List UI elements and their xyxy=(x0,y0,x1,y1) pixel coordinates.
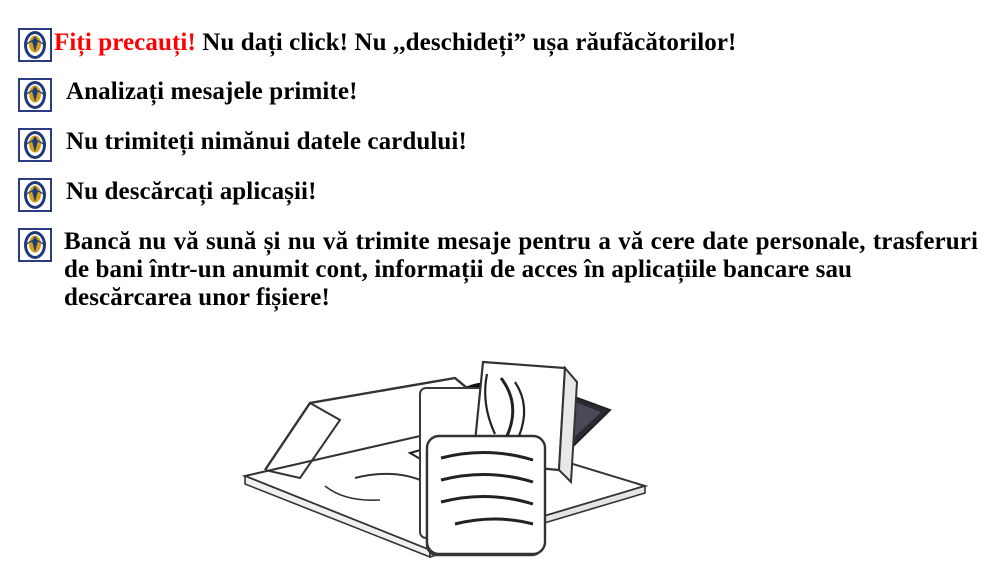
list-item-body: Bancă nu vă sună și nu vă trimite mesaje pentru a vă cere date personale, trasferuri de bani într-un anumit cont, informații de acces în aplicațiile bancare sau xyxy=(64,228,978,283)
list-item-text xyxy=(54,26,736,57)
list-item xyxy=(18,76,978,110)
coat-of-arms-icon xyxy=(18,78,52,112)
coat-of-arms-icon xyxy=(18,178,52,212)
warning-emphasis: Fiți precauți! xyxy=(54,29,196,56)
list-item-body: Nu dați click! Nu ,,deschideți” ușa răufăcătorilor! xyxy=(195,29,737,56)
coat-of-arms-icon xyxy=(18,28,52,62)
list-item xyxy=(18,226,978,312)
bullet-list xyxy=(18,26,978,328)
list-item xyxy=(18,126,978,160)
list-item-body-lastline: descărcarea unor fișiere! xyxy=(64,284,330,311)
list-item xyxy=(18,26,978,60)
list-item-text: Analizați mesajele primite! xyxy=(66,78,358,105)
list-item-text: Nu trimiteți nimănui datele cardului! xyxy=(66,128,467,155)
list-item-text: Nu descărcați aplicașii! xyxy=(66,178,317,205)
coat-of-arms-icon xyxy=(18,128,52,162)
coat-of-arms-icon xyxy=(18,228,52,262)
list-item-text xyxy=(58,226,978,312)
list-item xyxy=(18,176,978,210)
mousetrap-hacker-phishing-illustration xyxy=(205,358,675,558)
